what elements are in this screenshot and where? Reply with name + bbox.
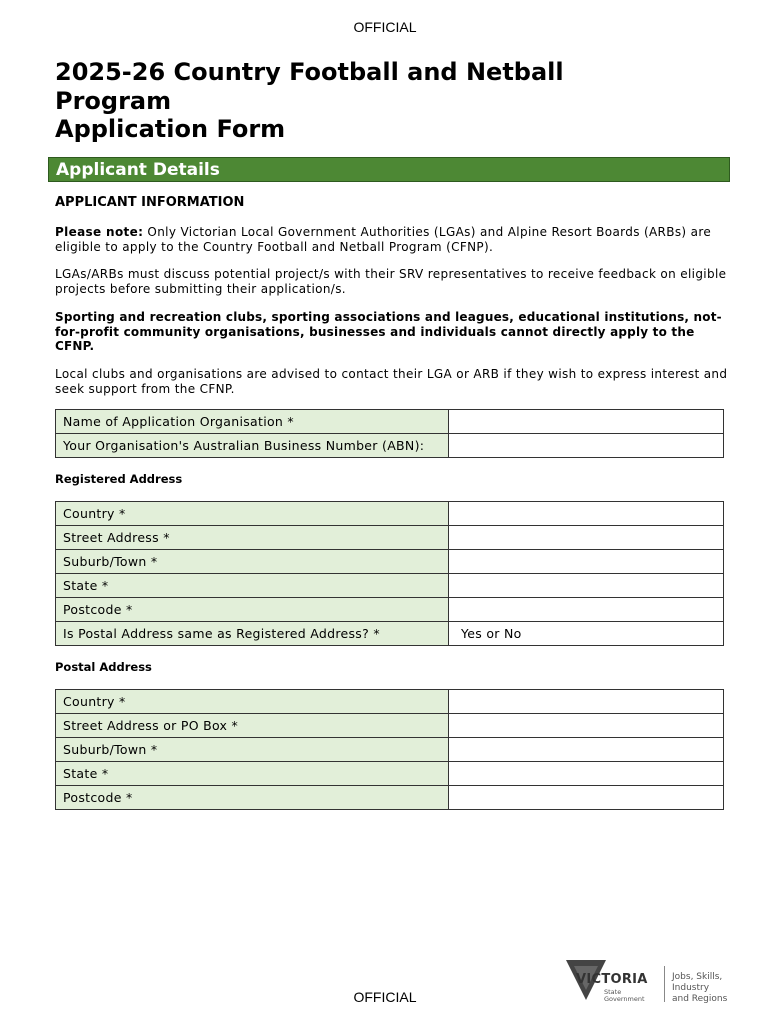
table-row bbox=[56, 690, 724, 714]
table-row bbox=[56, 502, 724, 526]
classification-header: OFFICIAL bbox=[353, 19, 417, 35]
postal-suburb-field[interactable] bbox=[449, 738, 724, 762]
title-line-1: 2025-26 Country Football and Netball bbox=[55, 58, 564, 86]
postal-state-label: State * bbox=[56, 762, 449, 786]
reg-suburb-label: Suburb/Town * bbox=[56, 550, 449, 574]
abn-label: Your Organisation's Australian Business Number (ABN): bbox=[56, 434, 449, 458]
department-line-1: Jobs, Skills, bbox=[672, 972, 723, 982]
postal-postcode-label: Postcode * bbox=[56, 786, 449, 810]
document-title bbox=[55, 58, 735, 144]
postal-address-table bbox=[55, 689, 724, 810]
postal-country-field[interactable] bbox=[449, 690, 724, 714]
title-line-3: Application Form bbox=[55, 115, 286, 143]
title-line-2: Program bbox=[55, 86, 172, 115]
reg-postcode-field[interactable] bbox=[449, 598, 724, 622]
postal-same-label: Is Postal Address same as Registered Address? * bbox=[56, 622, 449, 646]
table-row bbox=[56, 786, 724, 810]
postal-postcode-field[interactable] bbox=[449, 786, 724, 810]
state-line: State bbox=[604, 988, 622, 996]
department-line-2: Industry bbox=[672, 983, 710, 993]
table-row bbox=[56, 762, 724, 786]
postal-street-field[interactable] bbox=[449, 714, 724, 738]
reg-state-label: State * bbox=[56, 574, 449, 598]
applicant-information-heading: APPLICANT INFORMATION bbox=[55, 195, 245, 210]
organisation-table bbox=[55, 409, 724, 458]
department-line-3: and Regions bbox=[672, 994, 728, 1004]
postal-country-label: Country * bbox=[56, 690, 449, 714]
table-row bbox=[56, 550, 724, 574]
postal-address-heading: Postal Address bbox=[55, 660, 152, 674]
reg-suburb-field[interactable] bbox=[449, 550, 724, 574]
government-line: Government bbox=[604, 995, 645, 1003]
table-row bbox=[56, 598, 724, 622]
note-text: Only Victorian Local Government Authorities (LGAs) and Alpine Resort Boards (ARBs) are eligible to apply to the Country Football and Netball Program (CFNP). bbox=[55, 225, 712, 254]
eligibility-note bbox=[55, 225, 735, 254]
classification-footer: OFFICIAL bbox=[353, 989, 417, 1005]
table-row bbox=[56, 622, 724, 646]
reg-country-field[interactable] bbox=[449, 502, 724, 526]
srv-discussion-paragraph: LGAs/ARBs must discuss potential project/s with their SRV representatives to receive feedback on eligible projects before submitting their application/s. bbox=[55, 267, 727, 296]
table-row bbox=[56, 410, 724, 434]
local-clubs-paragraph: Local clubs and organisations are advised to contact their LGA or ARB if they wish to express interest and seek support from the CFNP. bbox=[55, 367, 728, 396]
table-row bbox=[56, 714, 724, 738]
abn-field[interactable] bbox=[449, 434, 724, 458]
org-name-field[interactable] bbox=[449, 410, 724, 434]
postal-state-field[interactable] bbox=[449, 762, 724, 786]
table-row bbox=[56, 738, 724, 762]
reg-street-field[interactable] bbox=[449, 526, 724, 550]
postal-street-label: Street Address or PO Box * bbox=[56, 714, 449, 738]
reg-street-label: Street Address * bbox=[56, 526, 449, 550]
registered-address-table bbox=[55, 501, 724, 646]
org-name-label: Name of Application Organisation * bbox=[56, 410, 449, 434]
reg-state-field[interactable] bbox=[449, 574, 724, 598]
reg-country-label: Country * bbox=[56, 502, 449, 526]
postal-same-select[interactable]: Yes or No bbox=[449, 622, 724, 646]
table-row bbox=[56, 574, 724, 598]
section-heading-bar bbox=[48, 157, 730, 182]
reg-postcode-label: Postcode * bbox=[56, 598, 449, 622]
ineligible-applicants-paragraph: Sporting and recreation clubs, sporting associations and leagues, educational institutions, not-for-profit community organisations, businesses and individuals cannot directly apply to the CFNP. bbox=[55, 310, 722, 353]
victoria-wordmark: VICTORIA bbox=[576, 972, 648, 987]
table-row bbox=[56, 434, 724, 458]
table-row bbox=[56, 526, 724, 550]
postal-suburb-label: Suburb/Town * bbox=[56, 738, 449, 762]
note-label: Please note: bbox=[55, 225, 144, 239]
registered-address-heading: Registered Address bbox=[55, 472, 183, 486]
section-heading: Applicant Details bbox=[56, 160, 220, 180]
